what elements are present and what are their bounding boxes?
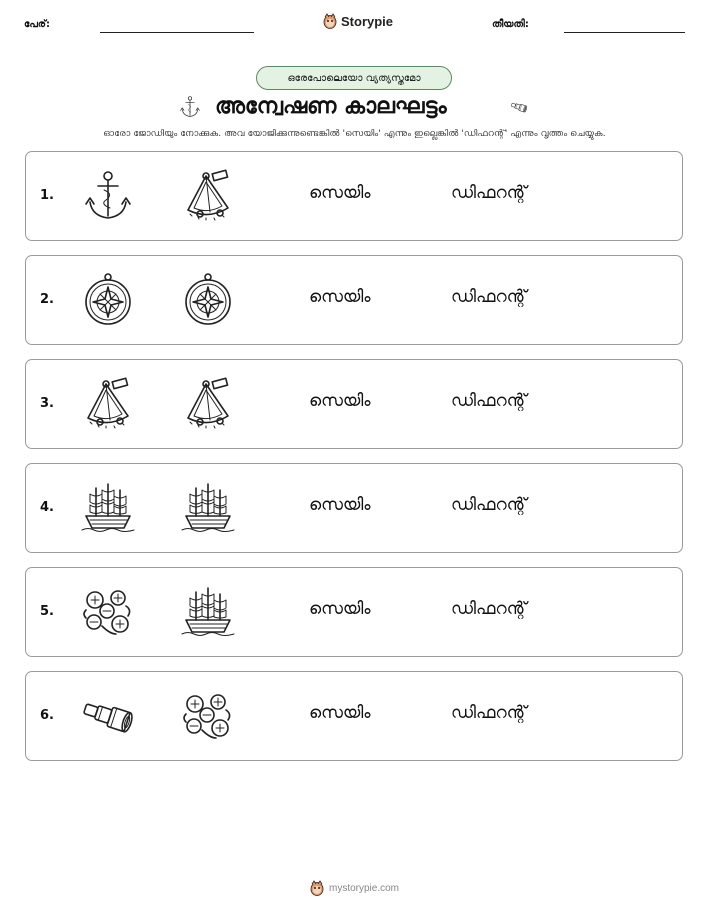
same-option[interactable]: സെയിം: [309, 495, 371, 515]
question-row: [25, 671, 683, 761]
compass-icon: [80, 272, 136, 328]
question-number: 1.: [40, 188, 54, 203]
different-option[interactable]: ഡിഫറന്റ്: [451, 183, 527, 203]
same-option[interactable]: സെയിം: [309, 287, 371, 307]
name-label: പേര്:: [24, 19, 50, 30]
telescope-icon: [80, 688, 136, 744]
different-option[interactable]: ഡിഫറന്റ്: [451, 287, 527, 307]
same-option[interactable]: സെയിം: [309, 703, 371, 723]
question-row: [25, 151, 683, 241]
footer: [0, 880, 709, 896]
question-number: 4.: [40, 500, 54, 515]
ship-icon: [180, 480, 236, 536]
question-number: 5.: [40, 604, 54, 619]
sextant-icon: [180, 168, 236, 224]
brand-logo: [323, 13, 393, 29]
question-row: [25, 463, 683, 553]
same-option[interactable]: സെയിം: [309, 391, 371, 411]
brand-name: Storypie: [341, 13, 394, 29]
question-row: [25, 359, 683, 449]
question-number: 2.: [40, 292, 54, 307]
spices-icon: [80, 584, 136, 640]
worksheet-type-badge: ഒരേപോലെയോ വ്യത്യസ്തമോ: [256, 66, 452, 90]
same-option[interactable]: സെയിം: [309, 183, 371, 203]
date-label: തീയതി:: [492, 19, 529, 30]
storypie-mascot-icon: [310, 880, 324, 896]
different-option[interactable]: ഡിഫറന്റ്: [451, 703, 527, 723]
question-number: 6.: [40, 708, 54, 723]
instructions: ഓരോ ജോഡിയും നോക്കുക. അവ യോജിക്കുന്നുണ്ടെങ്കിൽ 'സെയിം' എന്നും ഇല്ലെങ്കിൽ 'ഡിഫറന്റ്' എന്നും വൃത്തം ചെയ്യുക.: [103, 128, 606, 139]
sextant-icon: [80, 376, 136, 432]
ship-icon: [80, 480, 136, 536]
different-option[interactable]: ഡിഫറന്റ്: [451, 391, 527, 411]
anchor-icon: [178, 94, 202, 120]
sextant-icon: [180, 376, 236, 432]
anchor-icon: [80, 168, 136, 224]
spices-icon: [180, 688, 236, 744]
ship-icon: [180, 584, 236, 640]
question-row: [25, 567, 683, 657]
same-option[interactable]: സെയിം: [309, 599, 371, 619]
compass-icon: [180, 272, 236, 328]
name-line[interactable]: [100, 32, 254, 33]
different-option[interactable]: ഡിഫറന്റ്: [451, 599, 527, 619]
page-title: അന്വേഷണ കാലഘട്ടം: [215, 94, 447, 119]
date-line[interactable]: [564, 32, 685, 33]
storypie-mascot-icon: [323, 13, 337, 29]
question-number: 3.: [40, 396, 54, 411]
footer-url[interactable]: mystorypie.com: [328, 882, 399, 894]
question-row: [25, 255, 683, 345]
different-option[interactable]: ഡിഫറന്റ്: [451, 495, 527, 515]
telescope-icon: [503, 98, 535, 116]
